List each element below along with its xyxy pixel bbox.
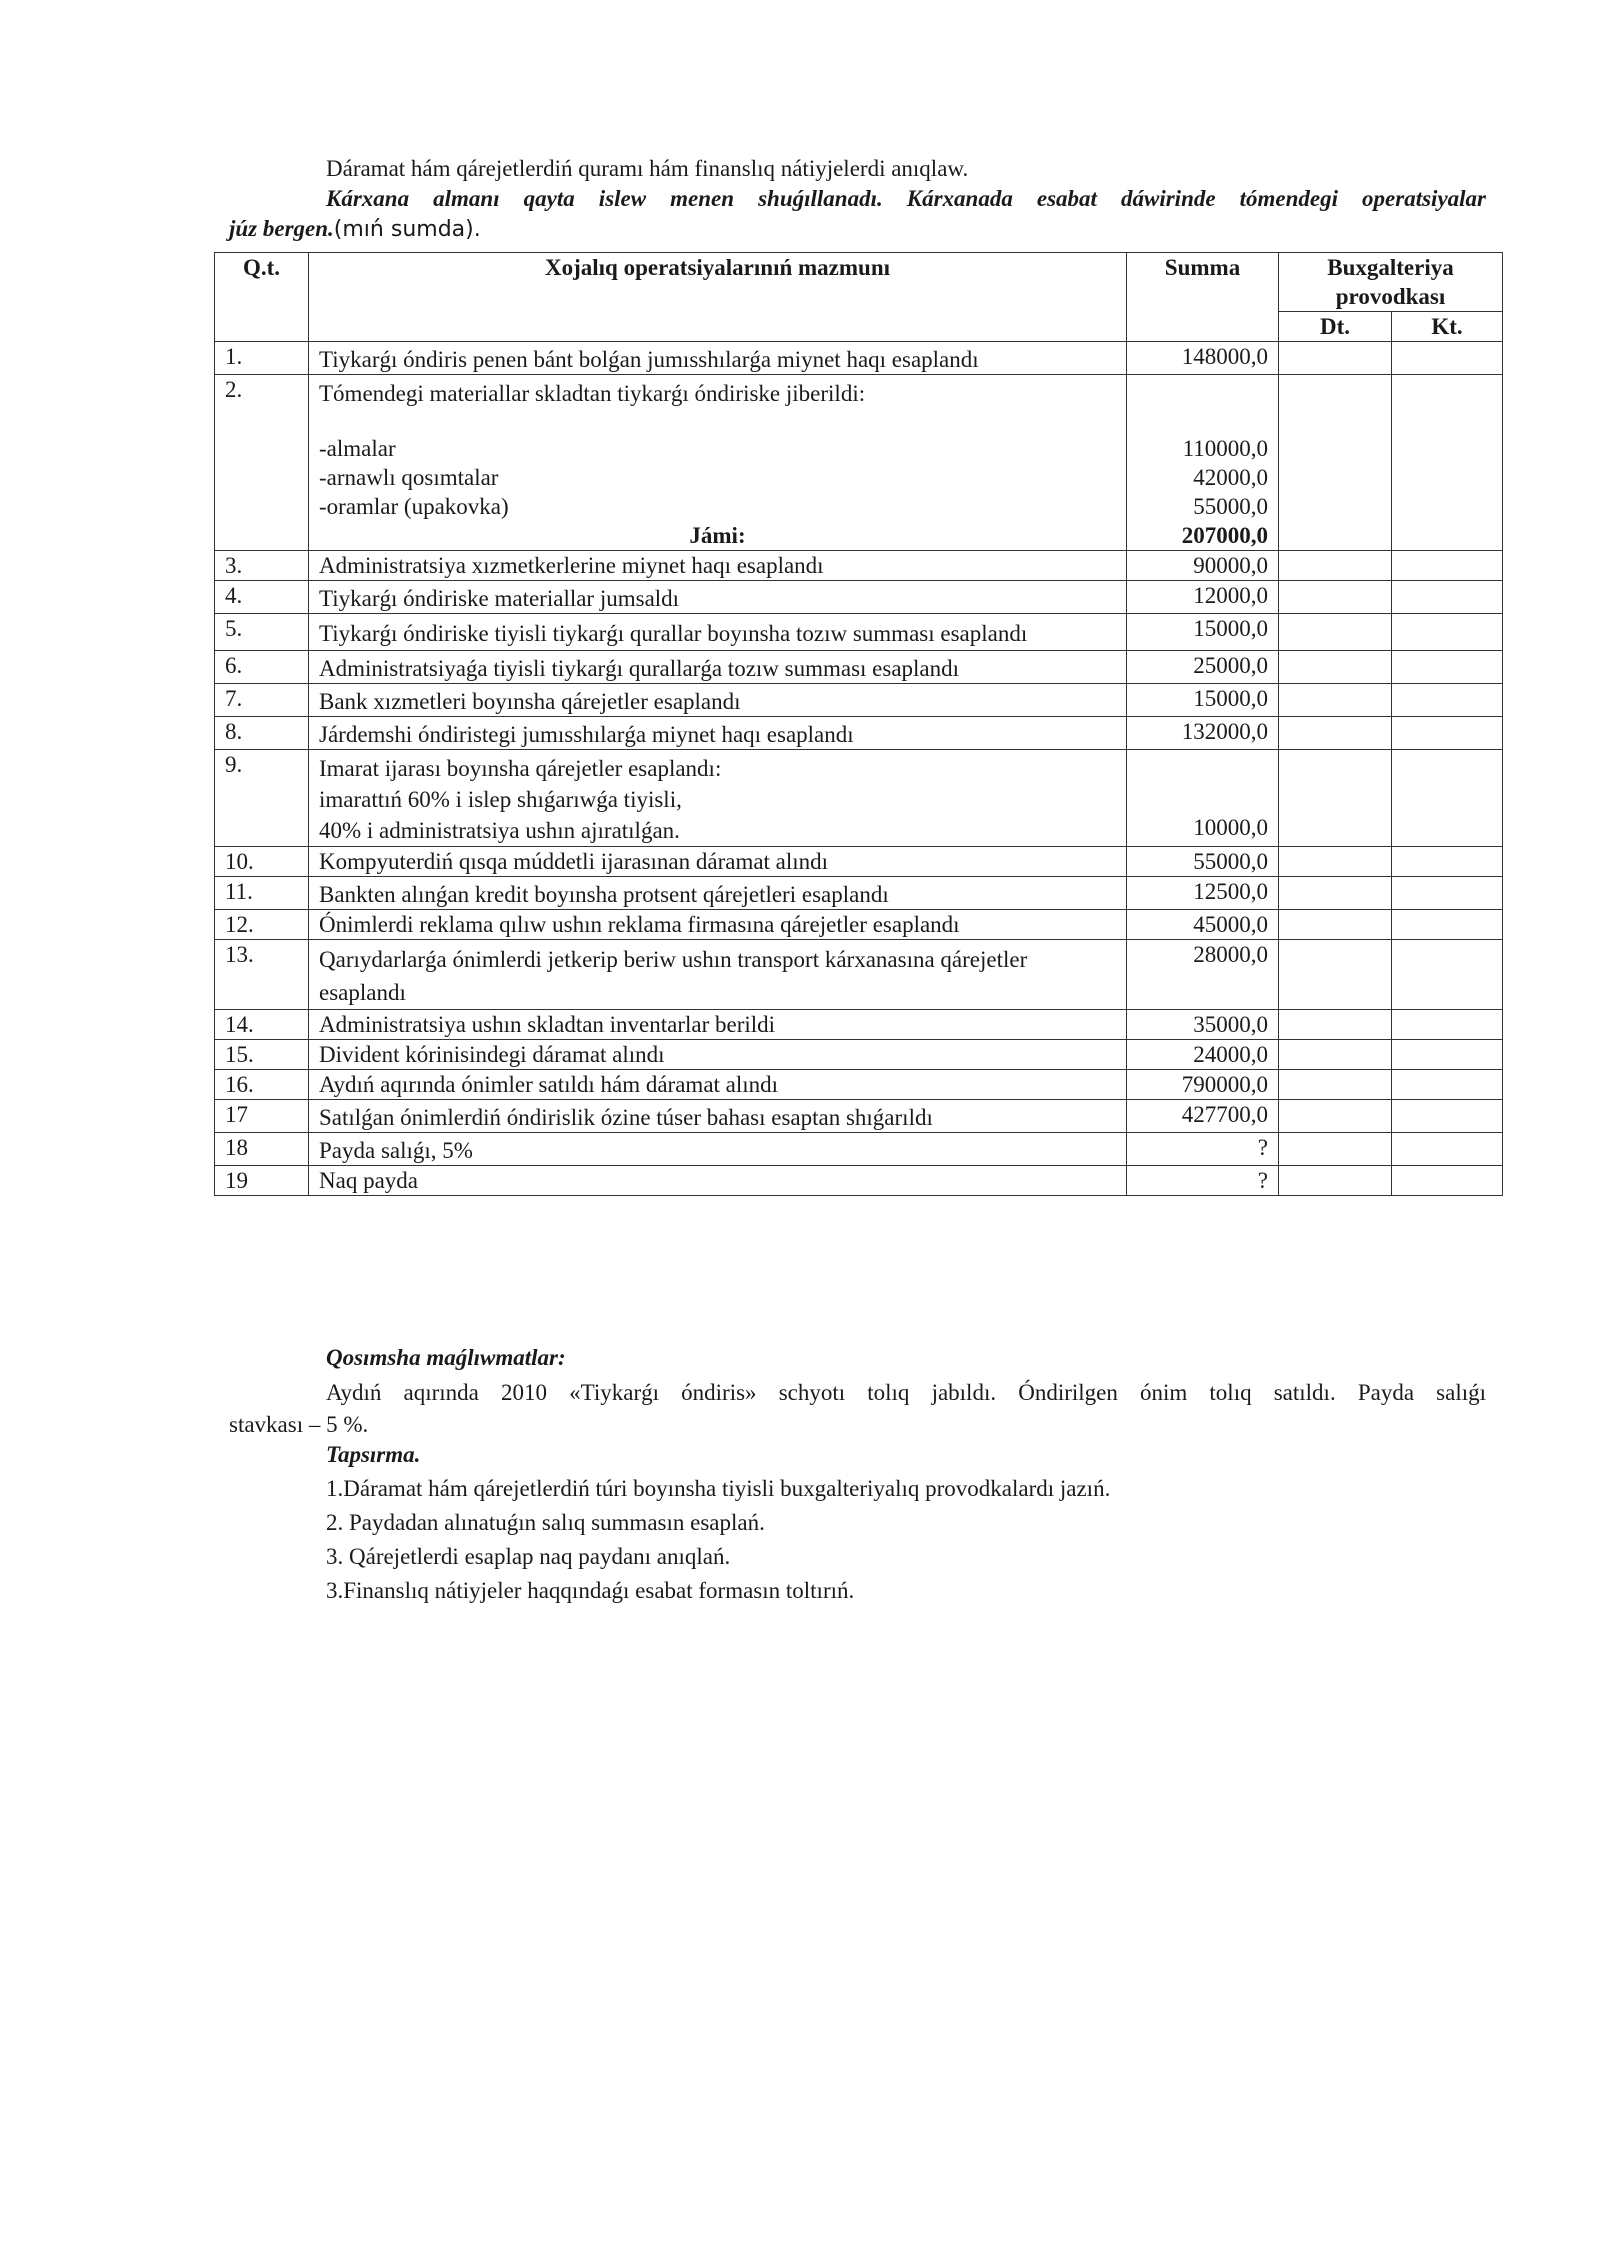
row-dt [1279, 717, 1392, 750]
row-kt [1392, 342, 1503, 375]
row-kt [1392, 1010, 1503, 1040]
operations-table [214, 252, 1503, 1196]
table-row [215, 551, 1503, 581]
table-row [215, 1133, 1503, 1166]
row-dt [1279, 910, 1392, 940]
row-description [309, 375, 1127, 551]
row-dt [1279, 1166, 1392, 1196]
row-kt [1392, 1070, 1503, 1100]
task-item: 1.Dáramat hám qárejetlerdiń túri boyınsha tiyisli buxgalteriyalıq provodkalardı jazıń. [326, 1476, 1111, 1501]
row-dt [1279, 1040, 1392, 1070]
row-dt [1279, 847, 1392, 877]
row-sum: 148000,0 [1127, 342, 1279, 375]
table-row [215, 614, 1503, 651]
task-item: 3. Qárejetlerdi esaplap naq paydanı anıqlań. [326, 1544, 731, 1569]
row-sum: 790000,0 [1127, 1070, 1279, 1100]
unit-note: (mıń sumda). [333, 217, 481, 242]
task-description-line2 [229, 214, 481, 245]
row-description-line: Imarat ijarası boyınsha qárejetler esaplandı: [319, 756, 722, 781]
row-number: 1. [215, 342, 309, 375]
row-sum: 427700,0 [1127, 1100, 1279, 1133]
material-sum: 55000,0 [1193, 494, 1268, 519]
row-description: Tiykarǵı óndiriske tiyisli tiykarǵı qurallar boyınsha tozıw summası esaplandı [309, 614, 1127, 651]
row-description-line: Tómendegi materiallar skladtan tiykarǵı óndiriske jiberildi: [319, 381, 866, 406]
row-kt [1392, 1040, 1503, 1070]
row-dt [1279, 551, 1392, 581]
task-item: 3.Finanslıq nátiyjeler haqqındaǵı esabat formasın toltırıń. [326, 1578, 855, 1603]
row-kt [1392, 1166, 1503, 1196]
row-dt [1279, 651, 1392, 684]
task-description-line1: Kárxana almanı qayta islew menen shuǵıllanadı. Kárxanada esabat dáwirinde tómendegi operatsiyalar [326, 186, 1486, 211]
task-description-end: júz bergen. [229, 216, 334, 241]
row-description-line: 40% i administratsiya ushın ajıratılǵan. [319, 818, 680, 843]
row-number: 5. [215, 614, 309, 651]
row-kt [1392, 750, 1503, 847]
material-sum: 110000,0 [1182, 436, 1268, 461]
row-dt [1279, 877, 1392, 910]
row-description: Administratsiya xızmetkerlerine miynet haqı esaplandı [309, 551, 1127, 581]
row-kt [1392, 910, 1503, 940]
row-kt [1392, 614, 1503, 651]
row-kt [1392, 940, 1503, 1010]
table-row [215, 910, 1503, 940]
table-row [215, 750, 1503, 847]
table-row [215, 1100, 1503, 1133]
table-row [215, 847, 1503, 877]
table-row [215, 940, 1503, 1010]
row-description-line: imarattıń 60% i islep shıǵarıwǵa tiyisli, [319, 787, 682, 812]
row-kt [1392, 551, 1503, 581]
row-dt [1279, 342, 1392, 375]
row-description: Administratsiya ushın skladtan inventarlar berildi [309, 1010, 1127, 1040]
row-kt [1392, 1100, 1503, 1133]
row-dt [1279, 1070, 1392, 1100]
row-description: Divident kórinisindegi dáramat alındı [309, 1040, 1127, 1070]
material-item: -oramlar (upakovka) [319, 494, 509, 519]
row-number: 10. [215, 847, 309, 877]
extra-info-line1: Aydıń aqırında 2010 «Tiykarǵı óndiris» schyotı tolıq jabıldı. Óndirilgen ónim tolıq satıldı. Payda salıǵı [326, 1380, 1486, 1405]
row-description: Naq payda [309, 1166, 1127, 1196]
material-item: -almalar [319, 436, 396, 461]
row-sum: ? [1127, 1166, 1279, 1196]
table-row [215, 1010, 1503, 1040]
row-number: 8. [215, 717, 309, 750]
row-dt [1279, 581, 1392, 614]
row-number: 16. [215, 1070, 309, 1100]
row-sum: 24000,0 [1127, 1040, 1279, 1070]
row-description: Payda salıǵı, 5% [309, 1133, 1127, 1166]
row-sum: ? [1127, 1133, 1279, 1166]
row-dt [1279, 684, 1392, 717]
extra-info-line2: stavkası – 5 %. [229, 1412, 369, 1437]
row-sum: 15000,0 [1127, 684, 1279, 717]
row-kt [1392, 1133, 1503, 1166]
row-description: Administratsiyaǵa tiyisli tiykarǵı qurallarǵa tozıw summası esaplandı [309, 651, 1127, 684]
row-dt [1279, 940, 1392, 1010]
row-description: Tiykarǵı óndiriske materiallar jumsaldı [309, 581, 1127, 614]
row-description: Bankten alınǵan kredit boyınsha protsent qárejetleri esaplandı [309, 877, 1127, 910]
row-sum: 12000,0 [1127, 581, 1279, 614]
row-number: 14. [215, 1010, 309, 1040]
table-row [215, 877, 1503, 910]
row-number: 15. [215, 1040, 309, 1070]
row-sum: 35000,0 [1127, 1010, 1279, 1040]
row-kt [1392, 651, 1503, 684]
extra-info-heading: Qosımsha maǵlıwmatlar: [326, 1345, 566, 1370]
row-number: 17 [215, 1100, 309, 1133]
row-number: 18 [215, 1133, 309, 1166]
header-content: Xojalıq operatsiyalarınıń mazmunı [309, 253, 1127, 342]
row-dt [1279, 375, 1392, 551]
total-label: Jámi: [689, 523, 746, 548]
task-item: 2. Paydadan alınatuǵın salıq summasın esaplań. [326, 1510, 765, 1535]
row-sum: 55000,0 [1127, 847, 1279, 877]
row-dt [1279, 750, 1392, 847]
row-sum: 45000,0 [1127, 910, 1279, 940]
row-number: 19 [215, 1166, 309, 1196]
table-row [215, 375, 1503, 551]
row-kt [1392, 877, 1503, 910]
row-number: 9. [215, 750, 309, 847]
intro-title: Dáramat hám qárejetlerdiń quramı hám finanslıq nátiyjelerdi anıqlaw. [326, 156, 969, 181]
row-description: Tiykarǵı óndiris penen bánt bolǵan jumısshılarǵa miynet haqı esaplandı [309, 342, 1127, 375]
row-kt [1392, 684, 1503, 717]
material-item: -arnawlı qosımtalar [319, 465, 499, 490]
row-dt [1279, 1100, 1392, 1133]
row-description: Satılǵan ónimlerdiń óndirislik ózine túser bahası esaptan shıǵarıldı [309, 1100, 1127, 1133]
material-sum: 42000,0 [1193, 465, 1268, 490]
header-dt: Dt. [1279, 312, 1392, 342]
row-sum: 12500,0 [1127, 877, 1279, 910]
row-kt [1392, 581, 1503, 614]
row-description [309, 750, 1127, 847]
table-row [215, 342, 1503, 375]
row-number: 13. [215, 940, 309, 1010]
row-kt [1392, 847, 1503, 877]
row-description: Bank xızmetleri boyınsha qárejetler esaplandı [309, 684, 1127, 717]
table-row [215, 581, 1503, 614]
row-dt [1279, 614, 1392, 651]
row-dt [1279, 1010, 1392, 1040]
row-number: 7. [215, 684, 309, 717]
header-entries: Buxgalteriya provodkası [1279, 253, 1503, 312]
row-number: 3. [215, 551, 309, 581]
row-kt [1392, 375, 1503, 551]
row-sum: 90000,0 [1127, 551, 1279, 581]
row-sum [1127, 375, 1279, 551]
table-row [215, 1040, 1503, 1070]
table-row [215, 1070, 1503, 1100]
total-sum: 207000,0 [1181, 523, 1268, 548]
table-header-row [215, 253, 1503, 312]
table-row [215, 717, 1503, 750]
header-kt: Kt. [1392, 312, 1503, 342]
row-description: Kompyuterdiń qısqa múddetli ijarasınan dáramat alındı [309, 847, 1127, 877]
row-description: Ónimlerdi reklama qılıw ushın reklama firmasına qárejetler esaplandı [309, 910, 1127, 940]
row-description: Aydıń aqırında ónimler satıldı hám dáramat alındı [309, 1070, 1127, 1100]
row-sum: 25000,0 [1127, 651, 1279, 684]
row-number: 11. [215, 877, 309, 910]
row-sum: 15000,0 [1127, 614, 1279, 651]
row-dt [1279, 1133, 1392, 1166]
row-description: Qarıydarlarǵa ónimlerdi jetkerip beriw ushın transport kárxanasına qárejetler esaplandı [309, 940, 1127, 1010]
row-description: Járdemshi óndiristegi jumısshılarǵa miynet haqı esaplandı [309, 717, 1127, 750]
row-number: 4. [215, 581, 309, 614]
row-sum: 10000,0 [1127, 750, 1279, 847]
row-sum: 132000,0 [1127, 717, 1279, 750]
row-number: 6. [215, 651, 309, 684]
row-sum: 28000,0 [1127, 940, 1279, 1010]
row-number: 2. [215, 375, 309, 551]
tasks-heading: Tapsırma. [326, 1442, 421, 1467]
row-kt [1392, 717, 1503, 750]
table-row [215, 1166, 1503, 1196]
table-row [215, 651, 1503, 684]
header-no: Q.t. [215, 253, 309, 342]
header-sum: Summa [1127, 253, 1279, 342]
table-row [215, 684, 1503, 717]
row-number: 12. [215, 910, 309, 940]
